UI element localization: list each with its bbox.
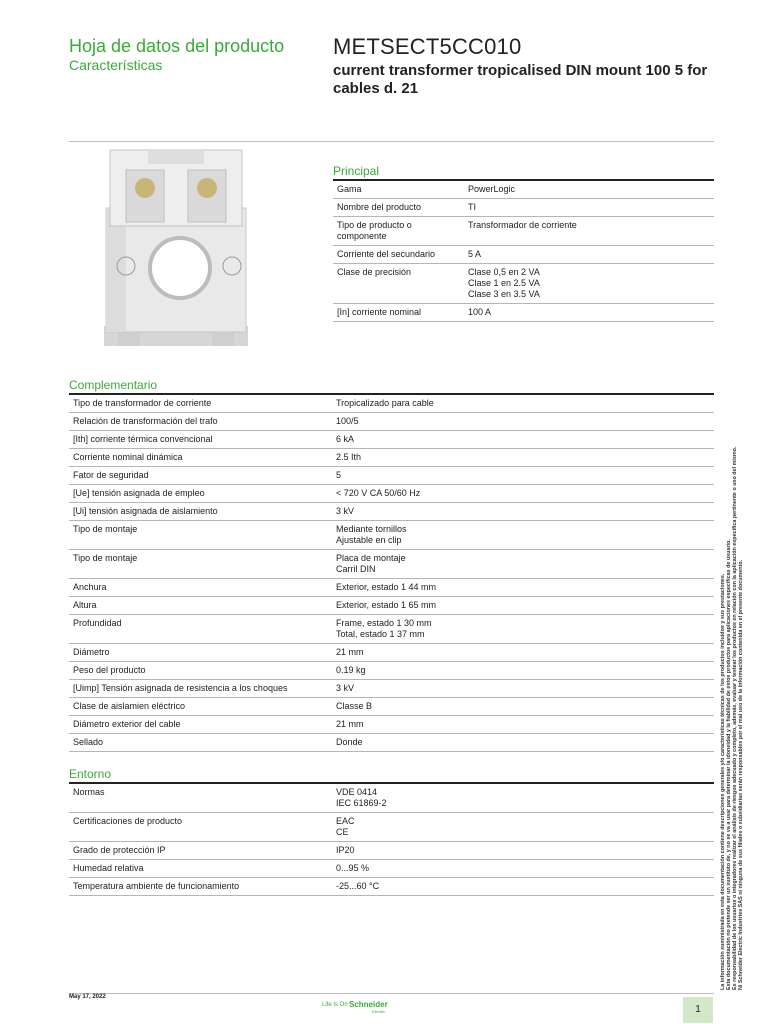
row-value (332, 449, 714, 467)
row-key: Temperatura ambiente de funcionamiento (69, 878, 332, 896)
table-row (333, 304, 714, 322)
row-key: Nombre del producto (333, 199, 464, 217)
row-key: Profundidad (69, 615, 332, 644)
value-line: Exterior, estado 1 44 mm (336, 582, 437, 592)
value-line: 100 A (468, 307, 492, 317)
value-line: PowerLogic (468, 184, 516, 194)
row-value (332, 521, 714, 550)
row-value (332, 503, 714, 521)
row-key: [Uimp] Tensión asignada de resistencia a los choques (69, 680, 332, 698)
value-line: Classe B (336, 701, 373, 711)
row-key: Humedad relativa (69, 860, 332, 878)
value-line: Frame, estado 1 30 mm (336, 618, 432, 628)
value-line: Exterior, estado 1 65 mm (336, 600, 437, 610)
logo-tagline: Life Is On (322, 1002, 348, 1008)
row-value (332, 662, 714, 680)
product-image (96, 148, 256, 352)
row-value (332, 615, 714, 644)
row-value (332, 579, 714, 597)
disclaimer-line: Es responsabilidad de los usuarios o integradores realizar el análisis de riesgos adecuado y completo, además, evaluar y testear los productos en relación con la aplicación específica pertinente o uso del mismo. (732, 446, 738, 990)
value-line: 0.19 kg (336, 665, 366, 675)
row-value (332, 842, 714, 860)
logo-sub: Electric (372, 1009, 386, 1014)
table-row (69, 644, 714, 662)
header-divider (69, 141, 714, 142)
row-key: Tipo de producto o componente (333, 217, 464, 246)
table-row (69, 394, 714, 413)
row-key: Sellado (69, 734, 332, 752)
row-key: Relación de transformación del trafo (69, 413, 332, 431)
footer-date: May 17, 2022 (69, 994, 106, 1000)
table-row (69, 550, 714, 579)
product-description: current transformer tropicalised DIN mount 100 5 for cables d. 21 (333, 62, 708, 97)
row-key: Peso del producto (69, 662, 332, 680)
value-line: Placa de montaje (336, 553, 406, 563)
header-title: Hoja de datos del producto (69, 36, 285, 56)
table-row (69, 431, 714, 449)
value-line: 3 kV (336, 506, 355, 516)
row-key: [In] corriente nominal (333, 304, 464, 322)
value-line: 6 kA (336, 434, 355, 444)
section-principal-title: Principal (333, 164, 380, 178)
row-value (464, 304, 714, 322)
row-value (332, 783, 714, 813)
value-line: Transformador de corriente (468, 220, 577, 230)
page-number-box (683, 997, 713, 1023)
value-line: < 720 V CA 50/60 Hz (336, 488, 421, 498)
table-row (69, 783, 714, 813)
row-key: Anchura (69, 579, 332, 597)
row-value (332, 550, 714, 579)
disclaimer-line: Ni Schneider Electric Industries SAS ni ninguna de sus filiales o subsidiarias serán responsables por el mal uso de la información contenida en el presente documento. (738, 559, 744, 990)
table-row (69, 813, 714, 842)
row-value (332, 860, 714, 878)
row-key: [Ith] corriente térmica convencional (69, 431, 332, 449)
row-value (332, 597, 714, 615)
table-row (69, 842, 714, 860)
table-row (69, 413, 714, 431)
table-row (69, 662, 714, 680)
row-value (464, 217, 714, 246)
row-key: Fator de seguridad (69, 467, 332, 485)
logo-brand: Schneider (349, 1000, 388, 1009)
row-key: Certificaciones de producto (69, 813, 332, 842)
row-key: Altura (69, 597, 332, 615)
value-line: 3 kV (336, 683, 355, 693)
value-line: IP20 (336, 845, 355, 855)
row-value (332, 734, 714, 752)
product-reference: METSECT5CC010 (333, 34, 522, 59)
value-line: -25...60 °C (336, 881, 380, 891)
table-row (69, 615, 714, 644)
section-complementario-title: Complementario (69, 378, 158, 392)
row-key: [Ui] tensión asignada de aislamiento (69, 503, 332, 521)
schneider-logo (322, 1000, 412, 1016)
row-value (332, 680, 714, 698)
value-line: Clase 0,5 en 2 VA (468, 267, 540, 277)
table-row (69, 734, 714, 752)
complementario-table (69, 393, 714, 752)
footer-divider (69, 993, 714, 994)
table-row (69, 860, 714, 878)
value-line: Clase 1 en 2.5 VA (468, 278, 540, 288)
table-row (69, 503, 714, 521)
row-key: Corriente nominal dinámica (69, 449, 332, 467)
value-line: Clase 3 en 3.5 VA (468, 289, 540, 299)
row-key: Grado de protección IP (69, 842, 332, 860)
row-value (332, 413, 714, 431)
value-line: Mediante tornillos (336, 524, 407, 534)
value-line: Donde (336, 737, 363, 747)
table-row (333, 217, 714, 246)
row-value (332, 394, 714, 413)
row-value (332, 878, 714, 896)
row-value (332, 467, 714, 485)
table-row (333, 180, 714, 199)
value-line: Total, estado 1 37 mm (336, 629, 425, 639)
table-row (333, 199, 714, 217)
row-key: [Ue] tensión asignada de empleo (69, 485, 332, 503)
value-line: 21 mm (336, 719, 364, 729)
value-line: 0...95 % (336, 863, 370, 873)
row-key: Tipo de montaje (69, 521, 332, 550)
value-line: Ajustable en clip (336, 535, 402, 545)
table-row (69, 680, 714, 698)
header-subtitle: Características (69, 57, 163, 73)
table-row (69, 878, 714, 896)
row-value (464, 180, 714, 199)
row-value (332, 431, 714, 449)
row-value (332, 485, 714, 503)
table-row (69, 449, 714, 467)
row-value (464, 264, 714, 304)
row-key: Diámetro exterior del cable (69, 716, 332, 734)
table-row (69, 579, 714, 597)
value-line: 100/5 (336, 416, 359, 426)
disclaimer-line: Esta documentación no pretende ser un sustituto de, y no se va a usar para determinar la idoneidad y la fiabilidad de estos productos para aplicaciones específicas de usuario. (726, 539, 732, 990)
row-key: Corriente del secundario (333, 246, 464, 264)
row-key: Gama (333, 180, 464, 199)
table-row (333, 246, 714, 264)
row-key: Tipo de montaje (69, 550, 332, 579)
value-line: 5 (336, 470, 342, 480)
value-line: Carril DIN (336, 564, 376, 574)
row-key: Clase de aislamien eléctrico (69, 698, 332, 716)
row-key: Clase de precisión (333, 264, 464, 304)
table-row (333, 264, 714, 304)
row-value (464, 246, 714, 264)
page-number: 1 (695, 1004, 701, 1015)
value-line: TI (468, 202, 476, 212)
row-value (464, 199, 714, 217)
disclaimer-line: La información suministrada en esta documentación contiene descripciones generales y/o características técnicas de los productos incluidos y sus prestaciones. (720, 573, 726, 990)
value-line: 21 mm (336, 647, 364, 657)
row-value (332, 716, 714, 734)
principal-table (333, 179, 714, 322)
value-line: Tropicalizado para cable (336, 398, 434, 408)
value-line: CE (336, 827, 349, 837)
table-row (69, 698, 714, 716)
disclaimer (720, 318, 750, 990)
table-row (69, 467, 714, 485)
row-value (332, 698, 714, 716)
value-line: IEC 61869-2 (336, 798, 387, 808)
section-entorno-title: Entorno (69, 767, 112, 781)
value-line: VDE 0414 (336, 787, 378, 797)
value-line: 5 A (468, 249, 482, 259)
table-row (69, 597, 714, 615)
row-value (332, 813, 714, 842)
row-key: Tipo de transformador de corriente (69, 394, 332, 413)
value-line: EAC (336, 816, 355, 826)
table-row (69, 716, 714, 734)
row-value (332, 644, 714, 662)
row-key: Diámetro (69, 644, 332, 662)
row-key: Normas (69, 783, 332, 813)
table-row (69, 485, 714, 503)
entorno-table (69, 782, 714, 896)
table-row (69, 521, 714, 550)
value-line: 2.5 Ith (336, 452, 362, 462)
